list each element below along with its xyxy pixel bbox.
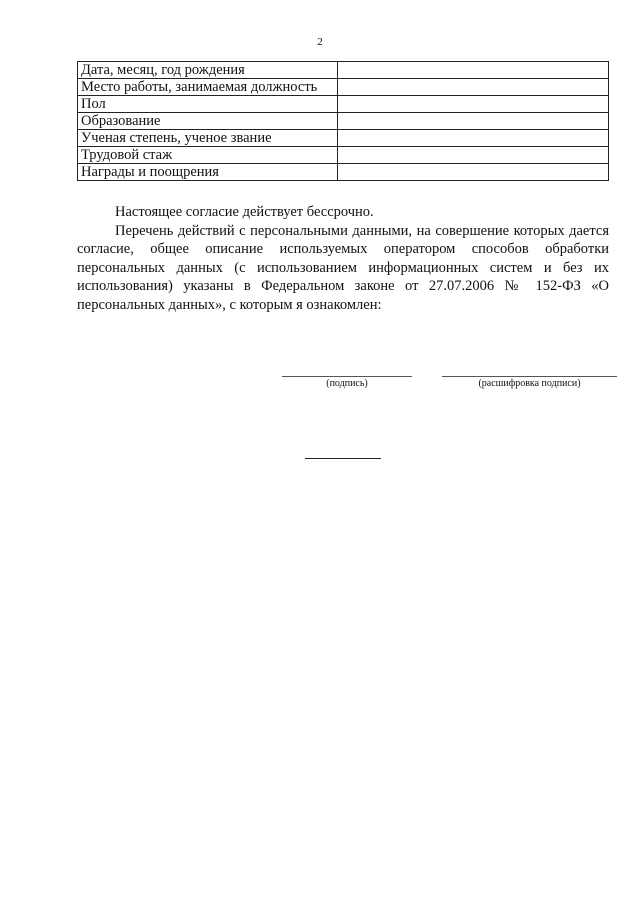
row-value	[338, 96, 609, 113]
decryption-line	[442, 376, 617, 377]
row-label: Ученая степень, ученое звание	[78, 130, 338, 147]
personal-data-table	[77, 61, 609, 181]
table-row	[78, 96, 609, 113]
signature-label: (подпись)	[326, 378, 368, 389]
row-label: Дата, месяц, год рождения	[78, 62, 338, 79]
row-value	[338, 79, 609, 96]
row-value	[338, 147, 609, 164]
table-row	[78, 147, 609, 164]
row-label: Образование	[78, 113, 338, 130]
table-row	[78, 130, 609, 147]
actions-paragraph: Перечень действий с персональными данными, на совершение которых дается согласие, общее описание используемых оператором способов обработки персональных данных (с использованием информационных систем и без их использования) указаны в Федеральном законе от 27.07.2006 № 152-ФЗ «О персональных данных», с которым я ознакомлен:	[77, 222, 609, 313]
page-number: 2	[317, 36, 323, 48]
row-label: Пол	[78, 96, 338, 113]
row-value	[338, 164, 609, 181]
decryption-label: (расшифровка подписи)	[478, 378, 581, 389]
row-label: Награды и поощрения	[78, 164, 338, 181]
validity-paragraph: Настоящее согласие действует бессрочно.	[115, 204, 374, 220]
table-row	[78, 164, 609, 181]
table-row	[78, 113, 609, 130]
signature-line	[282, 376, 412, 377]
row-value	[338, 113, 609, 130]
end-separator	[305, 458, 381, 459]
table-row	[78, 79, 609, 96]
row-value	[338, 62, 609, 79]
row-value	[338, 130, 609, 147]
row-label: Трудовой стаж	[78, 147, 338, 164]
consent-text	[77, 203, 609, 314]
row-label: Место работы, занимаемая должность	[78, 79, 338, 96]
table-row	[78, 62, 609, 79]
